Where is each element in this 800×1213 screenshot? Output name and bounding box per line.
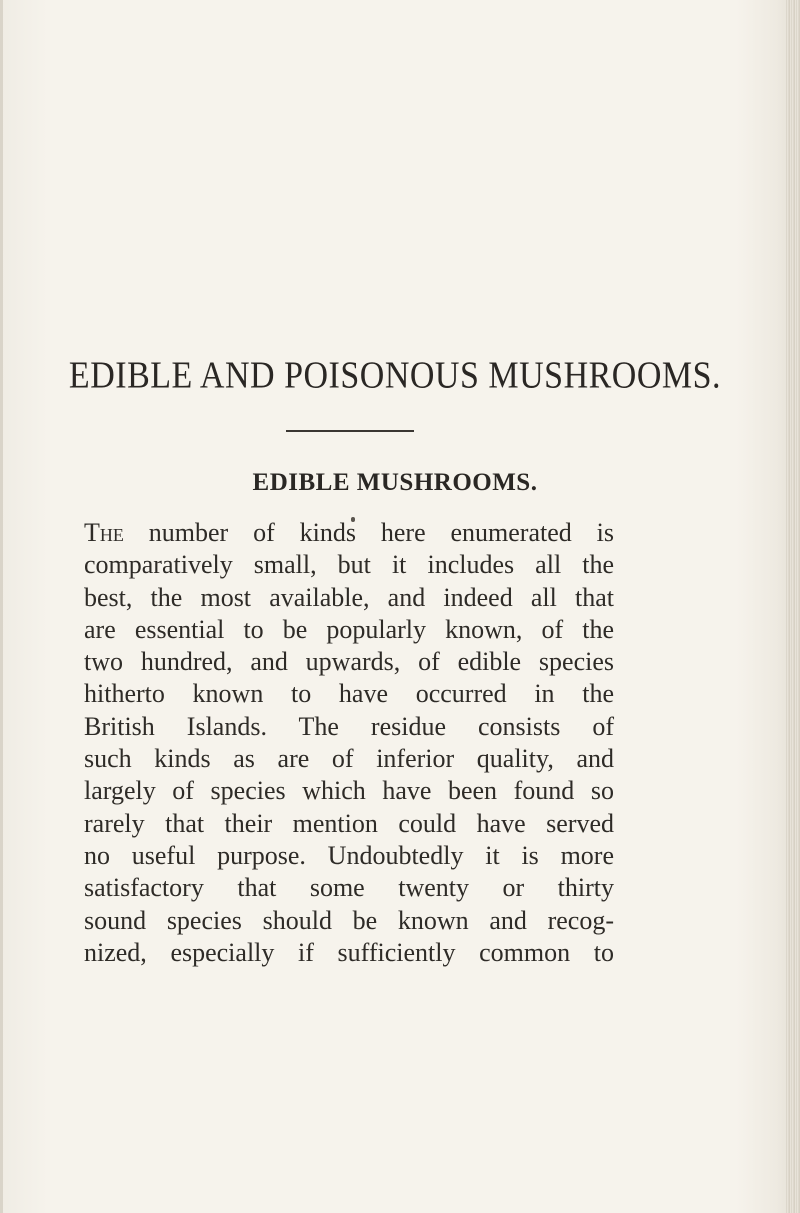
paragraph-line-text: number of kinds here enumerated is — [123, 518, 614, 547]
paragraph-line: comparatively small, but it includes all the — [84, 550, 614, 580]
paragraph-line: such kinds as are of inferior quality, and — [84, 744, 614, 774]
paragraph-line: satisfactory that some twenty or thirty — [84, 873, 614, 903]
page-left-edge — [0, 0, 3, 1213]
paragraph-line: best, the most available, and indeed all that — [84, 582, 614, 612]
paragraph-line: hitherto known to have occurred in the — [84, 679, 614, 709]
paragraph-line: sound species should be known and recog- — [84, 905, 614, 935]
paragraph-line: nized, especially if sufficiently common to — [84, 937, 614, 967]
paragraph-line: no useful purpose. Undoubtedly it is more — [84, 840, 614, 870]
paragraph-line: two hundred, and upwards, of edible species — [84, 647, 614, 677]
page-right-edge — [786, 0, 800, 1213]
paragraph-line: British Islands. The residue consists of — [84, 711, 614, 741]
paragraph-line: are essential to be popularly known, of the — [84, 614, 614, 644]
paragraph-line: largely of species which have been found so — [84, 776, 614, 806]
paragraph-line: rarely that their mention could have served — [84, 808, 614, 838]
book-title: EDIBLE AND POISONOUS MUSHROOMS. — [68, 355, 722, 397]
section-title: EDIBLE MUSHROOMS. — [252, 469, 538, 496]
paragraph-first-word: The — [84, 518, 124, 547]
paragraph-line — [84, 517, 614, 549]
title-rule — [286, 430, 414, 432]
paragraph — [84, 517, 614, 969]
